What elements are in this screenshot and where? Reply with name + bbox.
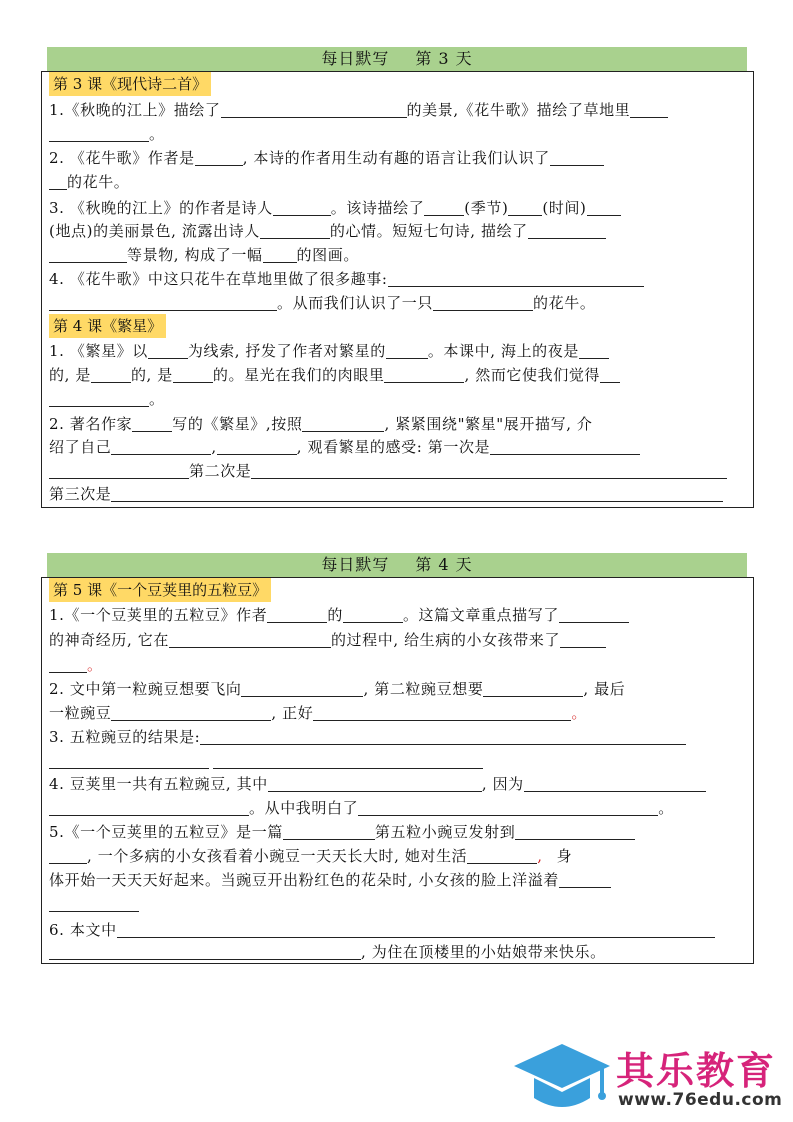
d4-line: 体开始一天天天好起来。当豌豆开出粉红色的花朵时, 小女孩的脸上洋溢着 — [49, 868, 747, 892]
d4-line: 的神奇经历, 它在 的过程中, 给生病的小女孩带来了 — [49, 628, 747, 652]
blank[interactable] — [49, 390, 149, 407]
blank[interactable] — [490, 438, 640, 455]
blank[interactable] — [524, 775, 706, 792]
blank[interactable] — [358, 799, 658, 816]
day4-header-title: 每日默写 — [321, 555, 390, 574]
d4-line: 。从中我明白了 。 — [49, 796, 747, 820]
blank[interactable] — [111, 704, 271, 721]
blank[interactable] — [213, 752, 483, 769]
blank[interactable] — [433, 294, 533, 311]
blank[interactable] — [550, 149, 604, 166]
blank[interactable] — [302, 415, 384, 432]
d4-line: , 为住在顶楼里的小姑娘带来快乐。 — [49, 940, 747, 964]
blank[interactable] — [49, 943, 361, 960]
blank[interactable] — [386, 342, 428, 359]
day3-header-day: 第 3 天 — [415, 49, 473, 68]
d3-line: 3. 《秋晚的江上》的作者是诗人 。该诗描绘了 (季节) (时间) — [49, 196, 747, 220]
blank[interactable] — [508, 199, 542, 216]
d3-line: 的花牛。 — [49, 170, 747, 194]
blank[interactable] — [515, 823, 635, 840]
blank[interactable] — [173, 366, 213, 383]
blank[interactable] — [91, 366, 131, 383]
blank[interactable] — [148, 342, 188, 359]
d4-line: 。 — [49, 653, 747, 677]
blank[interactable] — [587, 199, 621, 216]
blank[interactable] — [49, 462, 189, 479]
brand-name: 其乐教育 — [616, 1049, 777, 1093]
blank[interactable] — [268, 775, 482, 792]
blank[interactable] — [260, 222, 330, 239]
blank[interactable] — [217, 438, 297, 455]
d3-line: 2. 著名作家 写的《繁星》,按照 , 紧紧围绕"繁星"展开描写, 介 — [49, 415, 593, 433]
d4-line: 6. 本文中 — [49, 918, 747, 942]
d4-line: 2. 文中第一粒豌豆想要飞向 , 第二粒豌豆想要 , 最后 — [49, 680, 626, 698]
blank[interactable] — [49, 799, 249, 816]
blank[interactable] — [111, 438, 211, 455]
d3-line: 2. 《花牛歌》作者是 , 本诗的作者用生动有趣的语言让我们认识了 — [49, 146, 747, 170]
blank[interactable] — [49, 125, 149, 142]
brand-url[interactable]: www.76edu.com — [618, 1090, 783, 1110]
blank[interactable] — [313, 704, 571, 721]
day4-section — [41, 553, 754, 965]
blank[interactable] — [528, 222, 606, 239]
d3-line: 等景物, 构成了一幅 的图画。 — [49, 243, 747, 267]
d4-line: , 一个多病的小女孩看着小豌豆一天天长大时, 她对生活 , 身 — [49, 844, 747, 868]
blank[interactable] — [49, 656, 87, 673]
blank[interactable] — [49, 294, 277, 311]
day4-header-day: 第 4 天 — [415, 555, 473, 574]
blank[interactable] — [388, 270, 644, 287]
blank[interactable] — [49, 173, 67, 190]
blank[interactable] — [221, 101, 407, 118]
d3-line: 。 — [49, 387, 747, 411]
d4-line — [49, 749, 747, 773]
d4-line: 3. 五粒豌豆的结果是: — [49, 725, 747, 749]
day3-box — [41, 71, 754, 508]
blank[interactable] — [49, 847, 87, 864]
d3-line: 1. 《繁星》以 为线索, 抒发了作者对繁星的 。本课中, 海上的夜是 — [49, 339, 747, 363]
blank[interactable] — [384, 366, 464, 383]
d3-line: 第二次是 — [49, 459, 747, 483]
day3-header-title: 每日默写 — [321, 49, 390, 68]
blank[interactable] — [283, 823, 375, 840]
blank[interactable] — [559, 606, 629, 623]
blank[interactable] — [559, 871, 611, 888]
blank[interactable] — [263, 246, 297, 263]
day3-section — [41, 47, 754, 507]
d4-line: 1.《一个豆荚里的五粒豆》作者 的 。这篇文章重点描写了 — [49, 603, 747, 627]
blank[interactable] — [343, 606, 403, 623]
d3-line: (地点)的美丽景色, 流露出诗人 的心情。短短七句诗, 描绘了 — [49, 219, 747, 243]
blank[interactable] — [49, 246, 127, 263]
blank[interactable] — [49, 895, 139, 912]
d3-line: 。从而我们认识了一只 的花牛。 — [49, 291, 747, 315]
d4-line — [49, 892, 747, 916]
day4-box — [41, 577, 754, 964]
d3-line: 第三次是 — [49, 482, 747, 506]
d4-line: 5.《一个豆荚里的五粒豆》是一篇 第五粒小豌豆发射到 — [49, 820, 747, 844]
day4-header — [47, 553, 747, 577]
blank[interactable] — [117, 921, 715, 938]
blank[interactable] — [251, 462, 727, 479]
blank[interactable] — [630, 101, 668, 118]
d4-line: 一粒豌豆 , 正好 。 — [49, 704, 587, 722]
blank[interactable] — [560, 631, 606, 648]
blank[interactable] — [483, 680, 583, 697]
blank[interactable] — [424, 199, 464, 216]
blank[interactable] — [241, 680, 363, 697]
d3-line: 4. 《花牛歌》中这只花牛在草地里做了很多趣事: — [49, 267, 747, 291]
d3-line: 的, 是 的, 是 的。星光在我们的肉眼里 , 然而它使我们觉得 — [49, 363, 747, 387]
graduation-cap-icon — [512, 1040, 612, 1118]
d3-line: 。 — [49, 122, 747, 146]
blank[interactable] — [132, 415, 172, 432]
blank[interactable] — [600, 366, 620, 383]
brand-logo — [512, 1040, 784, 1115]
blank[interactable] — [579, 342, 609, 359]
d3-line: 绍了自己 , , 观看繁星的感受: 第一次是 — [49, 435, 747, 459]
d4-line: 4. 豆荚里一共有五粒豌豆, 其中 , 因为 — [49, 772, 747, 796]
d3-line: 1.《秋晚的江上》描绘了 的美景,《花牛歌》描绘了草地里 — [49, 98, 747, 122]
blank[interactable] — [111, 485, 723, 502]
blank[interactable] — [200, 728, 686, 745]
blank[interactable] — [195, 149, 243, 166]
blank[interactable] — [267, 606, 327, 623]
lesson4-title: 第 4 课《繁星》 — [49, 314, 166, 338]
blank[interactable] — [273, 199, 331, 216]
blank[interactable] — [49, 752, 209, 769]
day3-header — [47, 47, 747, 71]
lesson5-title: 第 5 课《一个豆荚里的五粒豆》 — [49, 578, 271, 602]
lesson3-title: 第 3 课《现代诗二首》 — [49, 72, 211, 96]
blank[interactable] — [467, 847, 537, 864]
blank[interactable] — [169, 631, 331, 648]
